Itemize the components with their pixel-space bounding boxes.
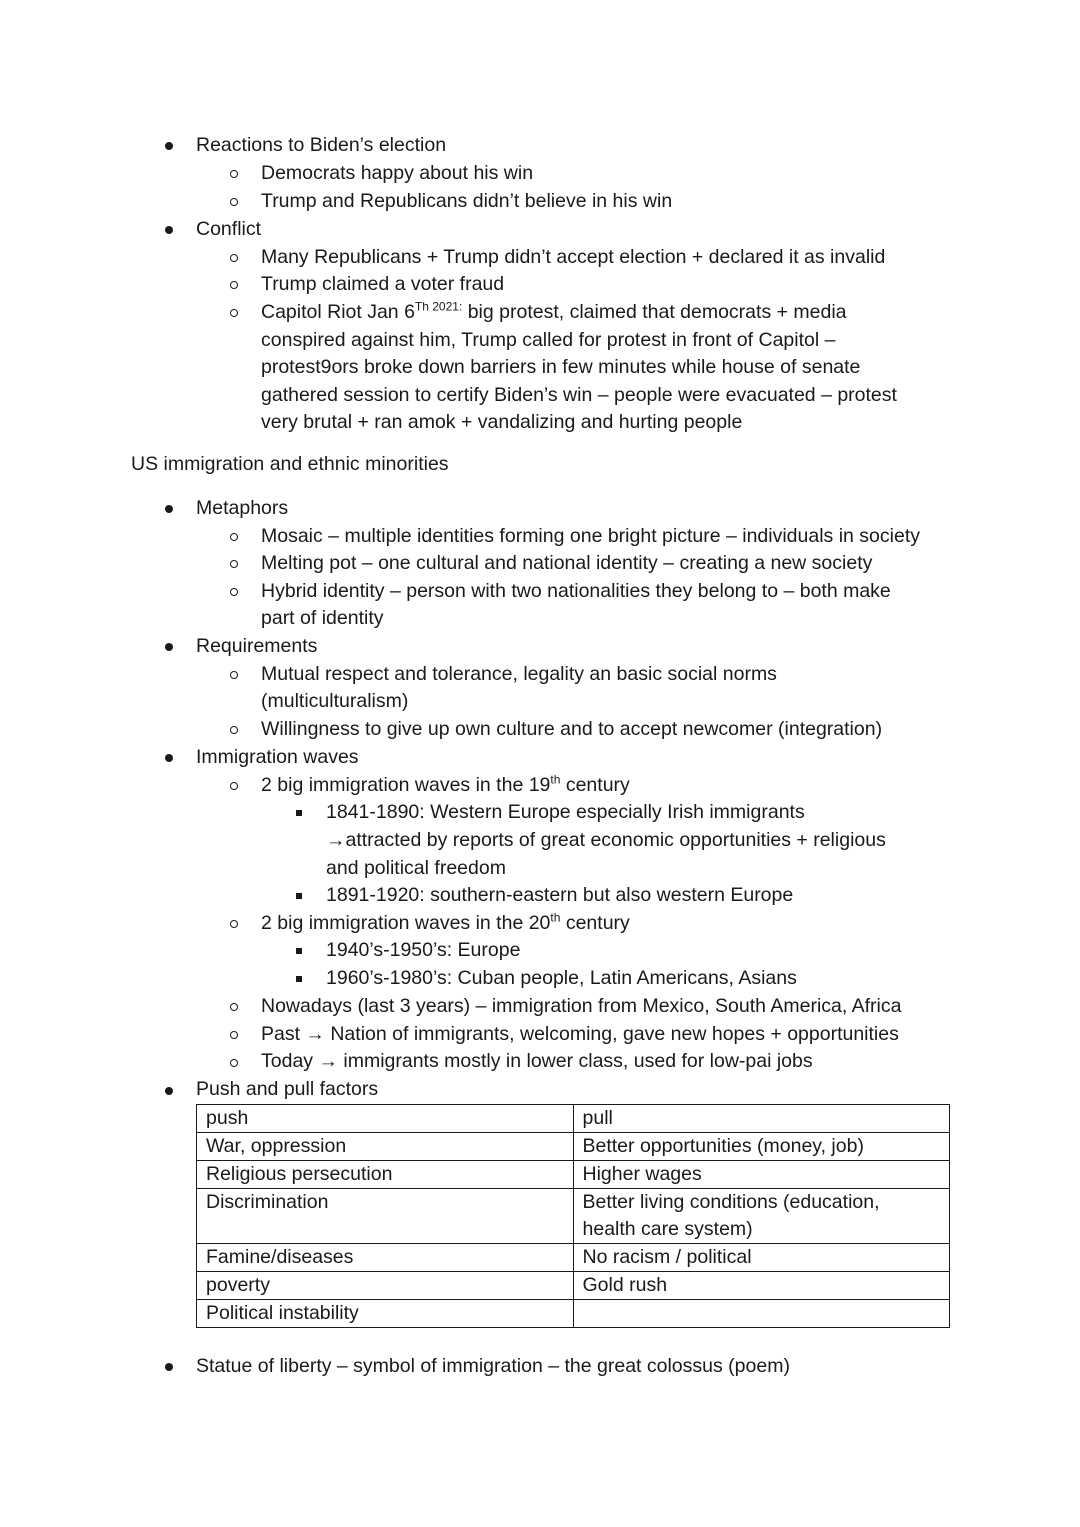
push-pull-table [196, 1104, 950, 1328]
table-cell: Famine/diseases [197, 1244, 574, 1272]
circle-bullet-icon [230, 170, 238, 178]
table-cell: Religious persecution [197, 1161, 574, 1189]
section-heading: US immigration and ethnic minorities [131, 453, 449, 475]
table-row [197, 1189, 950, 1244]
circle-bullet-icon [230, 198, 238, 206]
circle-bullet-icon [230, 560, 238, 568]
bullet-icon [165, 1363, 173, 1371]
circle-bullet-icon [230, 533, 238, 541]
sub-bullet-text: 2 big immigration waves in the 20th century [261, 910, 630, 934]
square-bullet-icon [296, 976, 302, 982]
sub-bullet-text: Mosaic – multiple identities forming one bright picture – individuals in society [261, 525, 920, 547]
square-bullet-icon [296, 948, 302, 954]
sub-bullet-text: Democrats happy about his win [261, 162, 534, 184]
circle-bullet-icon [230, 309, 238, 317]
bullet-text: Push and pull factors [196, 1078, 379, 1100]
sub-bullet-text: 2 big immigration waves in the 19th century [261, 772, 630, 796]
circle-bullet-icon [230, 782, 238, 790]
bullet-text: Statue of liberty – symbol of immigration – the great colossus (poem) [196, 1355, 790, 1377]
table-row [197, 1272, 950, 1300]
circle-bullet-icon [230, 1031, 238, 1039]
bullet-text: Conflict [196, 218, 262, 240]
square-bullet-icon [296, 810, 302, 816]
sub-sub-bullet-text: 1940’s-1950’s: Europe [326, 939, 521, 961]
table-cell: Gold rush [573, 1272, 950, 1300]
table-cell: No racism / political [573, 1244, 950, 1272]
table-cell: push [197, 1105, 574, 1133]
table-row [197, 1133, 950, 1161]
table-cell: Higher wages [573, 1161, 950, 1189]
bullet-text: Reactions to Biden’s election [196, 134, 447, 156]
circle-bullet-icon [230, 1003, 238, 1011]
circle-bullet-icon [230, 1059, 238, 1067]
capitol-riot-text: Capitol Riot Jan $6^{Th 2021:}$ big protest, claimed that democrats + media [261, 299, 847, 323]
continuation-text: conspired against him, Trump called for protest in front of Capitol – [261, 329, 836, 351]
table-cell: Better living conditions (education, health care system) [573, 1189, 950, 1244]
bullet-text: Metaphors [196, 497, 289, 519]
sub-bullet-text: Trump and Republicans didn’t believe in his win [261, 190, 673, 212]
sub-bullet-text: Past → Nation of immigrants, welcoming, gave new hopes + opportunities [261, 1023, 899, 1045]
sub-bullet-text: Hybrid identity – person with two nationalities they belong to – both make [261, 580, 891, 602]
table-cell: poverty [197, 1272, 574, 1300]
sub-bullet-text: Mutual respect and tolerance, legality an basic social norms [261, 663, 777, 685]
table-cell: Better opportunities (money, job) [573, 1133, 950, 1161]
table-row [197, 1161, 950, 1189]
sub-bullet-text: Melting pot – one cultural and national identity – creating a new society [261, 552, 873, 574]
continuation-text: gathered session to certify Biden’s win – people were evacuated – protest [261, 384, 897, 406]
table-row [197, 1300, 950, 1328]
circle-bullet-icon [230, 726, 238, 734]
bullet-icon [165, 142, 173, 150]
sub-bullet-text: Trump claimed a voter fraud [261, 273, 505, 295]
continuation-text: protest9ors broke down barriers in few minutes while house of senate [261, 356, 861, 378]
sub-sub-bullet-text: 1960’s-1980’s: Cuban people, Latin Americans, Asians [326, 967, 797, 989]
bullet-icon [165, 754, 173, 762]
circle-bullet-icon [230, 588, 238, 596]
square-bullet-icon [296, 893, 302, 899]
circle-bullet-icon [230, 254, 238, 262]
continuation-text: very brutal + ran amok + vandalizing and hurting people [261, 411, 743, 433]
bullet-text: Requirements [196, 635, 318, 657]
table-cell: pull [573, 1105, 950, 1133]
sub-bullet-text: Nowadays (last 3 years) – immigration from Mexico, South America, Africa [261, 995, 902, 1017]
bullet-icon [165, 1087, 173, 1095]
table-row [197, 1244, 950, 1272]
sub-bullet-text: Willingness to give up own culture and to accept newcomer (integration) [261, 718, 883, 740]
sub-bullet-text: Many Republicans + Trump didn’t accept election + declared it as invalid [261, 246, 886, 268]
circle-bullet-icon [230, 671, 238, 679]
continuation-text: and political freedom [326, 857, 506, 879]
bullet-icon [165, 505, 173, 513]
table-cell [573, 1300, 950, 1328]
table-cell: War, oppression [197, 1133, 574, 1161]
bullet-icon [165, 226, 173, 234]
sub-sub-bullet-text: 1841-1890: Western Europe especially Irish immigrants [326, 801, 805, 823]
bullet-text: Immigration waves [196, 746, 359, 768]
bullet-icon [165, 643, 173, 651]
table-row [197, 1105, 950, 1133]
continuation-text: (multiculturalism) [261, 690, 409, 712]
table-cell: Discrimination [197, 1189, 574, 1244]
sub-bullet-text: Today → immigrants mostly in lower class, used for low-pai jobs [261, 1050, 813, 1072]
sub-sub-bullet-text: 1891-1920: southern-eastern but also western Europe [326, 884, 794, 906]
circle-bullet-icon [230, 920, 238, 928]
table-cell: Political instability [197, 1300, 574, 1328]
circle-bullet-icon [230, 281, 238, 289]
continuation-text: part of identity [261, 607, 384, 629]
continuation-text: →attracted by reports of great economic opportunities + religious [326, 829, 886, 851]
